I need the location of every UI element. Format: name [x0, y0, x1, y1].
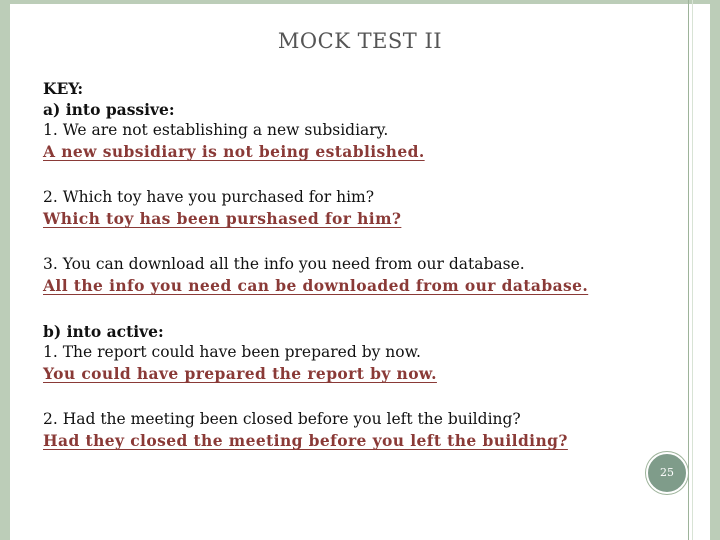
- slide-title: MOCK TEST II: [277, 29, 443, 53]
- slide-content: [43, 78, 653, 451]
- question-a1: 1. We are not establishing a new subsidiary.: [43, 121, 389, 139]
- answer-b2: Had they closed the meeting before you left the building?: [43, 431, 568, 450]
- question-b2: 2. Had the meeting been closed before you left the building?: [43, 410, 521, 428]
- section-a-heading: a) into passive:: [43, 100, 175, 119]
- right-divider-line-light: [692, 0, 693, 540]
- answer-b1: You could have prepared the report by now.: [43, 364, 437, 383]
- question-b1: 1. The report could have been prepared by now.: [43, 343, 421, 361]
- right-divider-line: [688, 0, 689, 540]
- question-a3: 3. You can download all the info you need from our database.: [43, 255, 525, 273]
- page-number-badge: 25: [646, 452, 688, 494]
- question-a2: 2. Which toy have you purchased for him?: [43, 188, 375, 206]
- section-b-heading: b) into active:: [43, 322, 164, 341]
- key-label: KEY:: [43, 79, 84, 98]
- answer-a2: Which toy has been purshased for him?: [43, 209, 402, 228]
- answer-a3: All the info you need can be downloaded from our database.: [43, 276, 589, 295]
- answer-a1: A new subsidiary is not being established.: [43, 142, 425, 161]
